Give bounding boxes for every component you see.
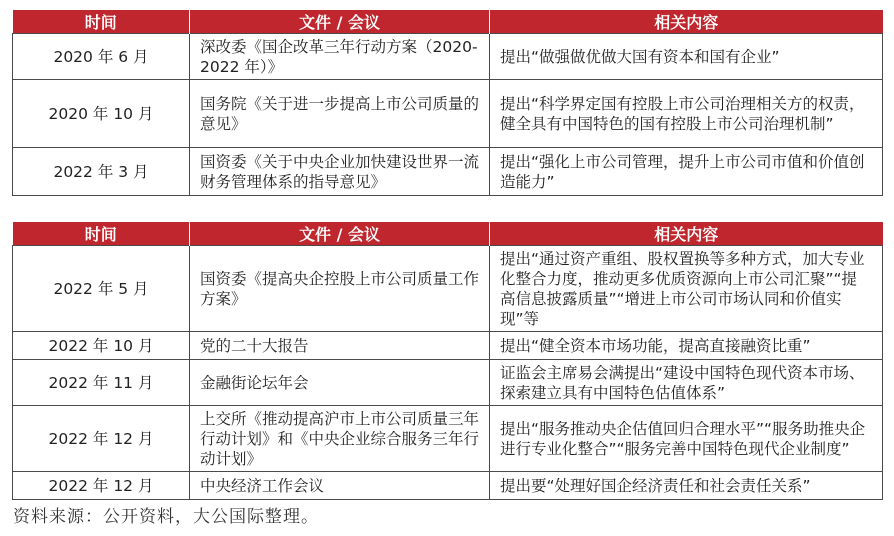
column-header-document: 文件 / 会议	[190, 10, 490, 34]
cell-time: 2020 年 6 月	[13, 34, 190, 80]
column-header-content: 相关内容	[490, 10, 883, 34]
cell-time: 2022 年 12 月	[13, 472, 190, 500]
cell-content: 证监会主席易会满提出“建设中国特色现代资本市场、探索建立具有中国特色估值体系”	[490, 360, 883, 406]
table-row	[13, 332, 883, 360]
policy-table-2	[12, 222, 883, 500]
cell-time: 2022 年 12 月	[13, 406, 190, 472]
cell-content: 提出要“处理好国企经济责任和社会责任关系”	[490, 472, 883, 500]
table-row	[13, 472, 883, 500]
cell-time: 2022 年 11 月	[13, 360, 190, 406]
column-header-time: 时间	[13, 10, 190, 34]
cell-content: 提出“通过资产重组、股权置换等多种方式，加大专业化整合力度，推动更多优质资源向上市公司汇聚”“提高信息披露质量”“增进上市公司市场认同和价值实现”等	[490, 246, 883, 332]
cell-document: 国资委《关于中央企业加快建设世界一流财务管理体系的指导意见》	[190, 148, 490, 196]
table-header-row	[13, 222, 883, 246]
source-note: 资料来源：公开资料，大公国际整理。	[13, 507, 319, 527]
cell-document: 国资委《提高央企控股上市公司质量工作方案》	[190, 246, 490, 332]
cell-content: 提出“强化上市公司管理，提升上市公司市值和价值创造能力”	[490, 148, 883, 196]
cell-document: 中央经济工作会议	[190, 472, 490, 500]
cell-document: 深改委《国企改革三年行动方案（2020-2022 年）》	[190, 34, 490, 80]
cell-document: 金融街论坛年会	[190, 360, 490, 406]
table-row	[13, 34, 883, 80]
cell-time: 2022 年 3 月	[13, 148, 190, 196]
cell-content: 提出“做强做优做大国有资本和国有企业”	[490, 34, 883, 80]
table-row	[13, 148, 883, 196]
table-row	[13, 246, 883, 332]
policy-table-1	[12, 10, 883, 196]
cell-document: 党的二十大报告	[190, 332, 490, 360]
table-row	[13, 360, 883, 406]
table-header-row	[13, 10, 883, 34]
cell-time: 2022 年 10 月	[13, 332, 190, 360]
cell-time: 2020 年 10 月	[13, 80, 190, 148]
column-header-document: 文件 / 会议	[190, 222, 490, 246]
cell-document: 上交所《推动提高沪市上市公司质量三年行动计划》和《中央企业综合服务三年行动计划》	[190, 406, 490, 472]
column-header-time: 时间	[13, 222, 190, 246]
cell-content: 提出“科学界定国有控股上市公司治理相关方的权责，健全具有中国特色的国有控股上市公司治理机制”	[490, 80, 883, 148]
table-row	[13, 406, 883, 472]
cell-document: 国务院《关于进一步提高上市公司质量的意见》	[190, 80, 490, 148]
cell-time: 2022 年 5 月	[13, 246, 190, 332]
column-header-content: 相关内容	[490, 222, 883, 246]
cell-content: 提出“服务推动央企估值回归合理水平”“服务助推央企进行专业化整合”“服务完善中国特色现代企业制度”	[490, 406, 883, 472]
table-row	[13, 80, 883, 148]
cell-content: 提出“健全资本市场功能，提高直接融资比重”	[490, 332, 883, 360]
